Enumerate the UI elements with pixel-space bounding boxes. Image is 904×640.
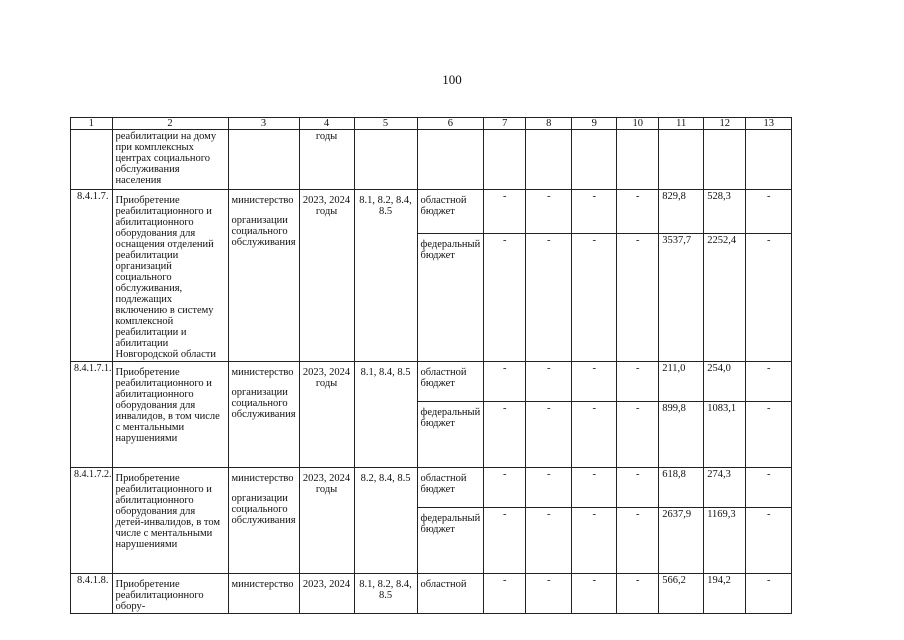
- row-source: федеральный бюджет: [417, 508, 484, 574]
- cell-c10: -: [617, 402, 659, 468]
- cell-c9: -: [572, 190, 617, 234]
- cell-c9: -: [572, 468, 617, 508]
- cell-c8: -: [526, 402, 572, 468]
- cell-c12: 1083,1: [704, 402, 746, 468]
- executor-ministry: министерство: [231, 367, 294, 378]
- executor-organizations: организации социального обслуживания: [231, 215, 296, 248]
- col-header: 9: [572, 118, 617, 130]
- row-code: 8.4.1.8.: [71, 574, 113, 614]
- cell-c11: 2637,9: [659, 508, 704, 574]
- cell-c7: -: [484, 190, 526, 234]
- cell-c8: -: [526, 574, 572, 614]
- row-code: 8.4.1.7.2.: [71, 468, 113, 574]
- col-header: 2: [112, 118, 228, 130]
- row-targets: 8.1, 8.2, 8.4, 8.5: [354, 574, 417, 614]
- row-source: областной: [417, 574, 484, 614]
- col-header: 6: [417, 118, 484, 130]
- row-source: областной бюджет: [417, 362, 484, 402]
- cell-c12: 194,2: [704, 574, 746, 614]
- table-row: [71, 190, 792, 234]
- row-source: областной бюджет: [417, 468, 484, 508]
- cell-c11: 211,0: [659, 362, 704, 402]
- row-period: 2023, 2024 годы: [299, 362, 354, 468]
- cell-c8: -: [526, 233, 572, 361]
- executor-ministry: министерство: [231, 579, 294, 590]
- row-executor: [228, 130, 299, 190]
- cell-c10: -: [617, 190, 659, 234]
- col-header: 4: [299, 118, 354, 130]
- cell-c11: 829,8: [659, 190, 704, 234]
- cell-c11: 566,2: [659, 574, 704, 614]
- col-header: 7: [484, 118, 526, 130]
- cell-c10: -: [617, 233, 659, 361]
- col-header: 10: [617, 118, 659, 130]
- cell-c12: 254,0: [704, 362, 746, 402]
- row-period: 2023, 2024 годы: [299, 190, 354, 362]
- cell-c9: -: [572, 574, 617, 614]
- row-code: [71, 130, 113, 190]
- executor-ministry: министерство: [231, 473, 294, 484]
- cell-c12: 274,3: [704, 468, 746, 508]
- program-table: [70, 117, 792, 614]
- cell-c13: -: [746, 190, 792, 234]
- row-targets: 8.1, 8.4, 8.5: [354, 362, 417, 468]
- table-row: [71, 574, 792, 614]
- row-name: Приобретение реабилитационного и абилитационного оборудования для детей-инвалидов, в том числе с ментальными нарушениями: [112, 468, 228, 574]
- cell-c12: 528,3: [704, 190, 746, 234]
- cell-c10: -: [617, 508, 659, 574]
- row-targets: 8.2, 8.4, 8.5: [354, 468, 417, 574]
- row-code: 8.4.1.7.1.: [71, 362, 113, 468]
- row-targets: [354, 130, 417, 190]
- col-header: 1: [71, 118, 113, 130]
- col-header: 11: [659, 118, 704, 130]
- table-row: [71, 362, 792, 402]
- column-number-row: [71, 118, 792, 130]
- row-targets: 8.1, 8.2, 8.4, 8.5: [354, 190, 417, 362]
- row-executor: [228, 190, 299, 362]
- cell-c7: -: [484, 233, 526, 361]
- executor-ministry: министерство: [231, 195, 294, 206]
- row-period: годы: [299, 130, 354, 190]
- row-source: [417, 130, 484, 190]
- cell-c13: -: [746, 574, 792, 614]
- table-row: [71, 130, 792, 190]
- col-header: 13: [746, 118, 792, 130]
- col-header: 5: [354, 118, 417, 130]
- cell-c7: -: [484, 402, 526, 468]
- cell-c12: 1169,3: [704, 508, 746, 574]
- cell-c12: 2252,4: [704, 233, 746, 361]
- executor-organizations: организации социального обслуживания: [231, 387, 296, 420]
- col-header: 8: [526, 118, 572, 130]
- table-row: [71, 468, 792, 508]
- cell-c13: -: [746, 233, 792, 361]
- cell-c11: 899,8: [659, 402, 704, 468]
- cell-c7: -: [484, 362, 526, 402]
- cell-c7: -: [484, 574, 526, 614]
- col-header: 12: [704, 118, 746, 130]
- cell-c8: -: [526, 508, 572, 574]
- row-name: Приобретение реабилитационного и абилитационного оборудования для инвалидов, в том числе с ментальными нарушениями: [112, 362, 228, 468]
- executor-organizations: организации социального обслуживания: [231, 493, 296, 526]
- cell-c13: -: [746, 508, 792, 574]
- row-name: Приобретение реабилитационного обору-: [112, 574, 228, 614]
- row-period: 2023, 2024 годы: [299, 468, 354, 574]
- row-executor: [228, 574, 299, 614]
- page-number: 100: [442, 72, 462, 87]
- row-code: 8.4.1.7.: [71, 190, 113, 362]
- row-source: федеральный бюджет: [417, 402, 484, 468]
- row-name: реабилитации на дому при комплексных центрах социального обслуживания населения: [112, 130, 228, 190]
- cell-c10: -: [617, 362, 659, 402]
- row-period: 2023, 2024: [299, 574, 354, 614]
- cell-c11: 3537,7: [659, 233, 704, 361]
- cell-c13: -: [746, 402, 792, 468]
- cell-c7: -: [484, 468, 526, 508]
- cell-c9: -: [572, 508, 617, 574]
- cell-c8: -: [526, 468, 572, 508]
- cell-c7: -: [484, 508, 526, 574]
- cell-c8: -: [526, 190, 572, 234]
- cell-c9: -: [572, 362, 617, 402]
- row-name: Приобретение реабилитационного и абилитационного оборудования для оснащения отделений реабилитации организаций социального обслуживания, подлежащих включению в систему комплексной реабилитации и абилитации Новгородской области: [112, 190, 228, 362]
- row-executor: [228, 468, 299, 574]
- cell-c9: -: [572, 233, 617, 361]
- cell-c9: -: [572, 402, 617, 468]
- row-source: областной бюджет: [417, 190, 484, 234]
- cell-c13: -: [746, 468, 792, 508]
- cell-c10: -: [617, 468, 659, 508]
- cell-c10: -: [617, 574, 659, 614]
- row-source: федеральный бюджет: [417, 233, 484, 361]
- col-header: 3: [228, 118, 299, 130]
- cell-c8: -: [526, 362, 572, 402]
- cell-c13: -: [746, 362, 792, 402]
- row-executor: [228, 362, 299, 468]
- cell-c11: 618,8: [659, 468, 704, 508]
